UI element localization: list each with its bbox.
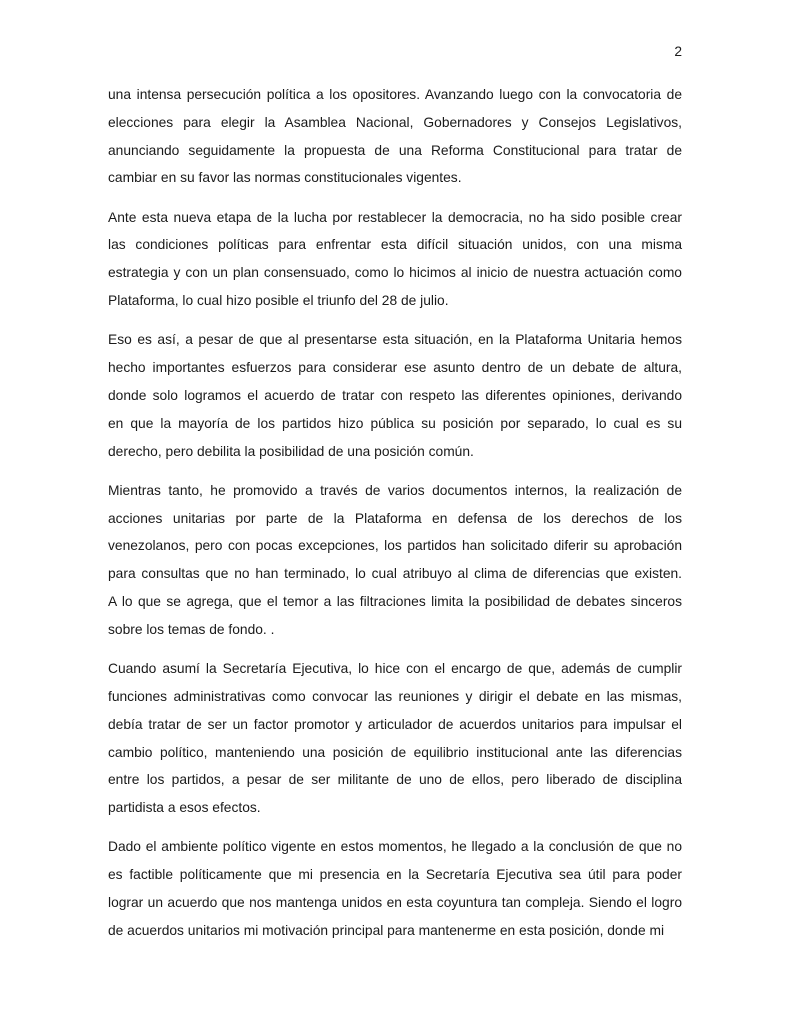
text-line: Mientras tanto, he promovido a través de varios documentos internos, la realización de xyxy=(108,482,682,498)
text-line: derecho, pero debilita la posibilidad de una posición común. xyxy=(108,443,474,459)
text-line: las condiciones políticas para enfrentar esta difícil situación unidos, con una misma xyxy=(108,237,682,253)
paragraph xyxy=(108,204,682,315)
text-line: sobre los temas de fondo. . xyxy=(108,621,275,637)
text-line: Eso es así, a pesar de que al presentarse esta situación, en la Plataforma Unitaria hemos xyxy=(108,332,682,348)
text-line: partidista a esos efectos. xyxy=(108,800,261,816)
text-line: es factible políticamente que mi presencia en la Secretaría Ejecutiva sea útil para poder xyxy=(108,867,682,883)
paragraph xyxy=(108,81,682,192)
text-line: debía tratar de ser un factor promotor y articulador de acuerdos unitarios para impulsar el xyxy=(108,716,682,732)
text-line: donde solo logramos el acuerdo de tratar con respeto las diferentes opiniones, derivando xyxy=(108,387,682,403)
text-line: lograr un acuerdo que nos mantenga unidos en esta coyuntura tan compleja. Siendo el logro xyxy=(108,895,682,911)
text-line: elecciones para elegir la Asamblea Nacional, Gobernadores y Consejos Legislativos, xyxy=(108,114,682,130)
text-line: funciones administrativas como convocar las reuniones y dirigir el debate en las mismas, xyxy=(108,688,682,704)
text-line: Plataforma, lo cual hizo posible el triunfo del 28 de julio. xyxy=(108,293,449,309)
text-line: Ante esta nueva etapa de la lucha por restablecer la democracia, no ha sido posible crear xyxy=(108,209,682,225)
text-line: A lo que se agrega, que el temor a las filtraciones limita la posibilidad de debates sinceros xyxy=(108,594,682,610)
text-line: Cuando asumí la Secretaría Ejecutiva, lo hice con el encargo de que, además de cumplir xyxy=(108,661,682,677)
paragraph xyxy=(108,833,682,944)
paragraph xyxy=(108,326,682,465)
text-line: anunciando seguidamente la propuesta de una Reforma Constitucional para tratar de xyxy=(108,142,682,158)
text-line: de acuerdos unitarios mi motivación principal para mantenerme en esta posición, donde mi xyxy=(108,922,665,938)
document-body xyxy=(108,81,682,956)
text-line: Dado el ambiente político vigente en estos momentos, he llegado a la conclusión de que no xyxy=(108,839,682,855)
text-line: cambio político, manteniendo una posición de equilibrio institucional ante las diferencias xyxy=(108,744,682,760)
text-line: entre los partidos, a pesar de ser militante de uno de ellos, pero liberado de disciplina xyxy=(108,772,682,788)
text-line: para consultas que no han terminado, lo cual atribuyo al clima de diferencias que existen. xyxy=(108,566,682,582)
text-line: cambiar en su favor las normas constitucionales vigentes. xyxy=(108,170,462,186)
paragraph xyxy=(108,477,682,644)
text-line: venezolanos, pero con pocas excepciones, los partidos han solicitado diferir su aprobación xyxy=(108,538,682,554)
text-line: en que la mayoría de los partidos hizo pública su posición por separado, lo cual es su xyxy=(108,415,682,431)
text-line: acciones unitarias por parte de la Plataforma en defensa de los derechos de los xyxy=(108,510,682,526)
page-number: 2 xyxy=(674,44,682,59)
text-line: una intensa persecución política a los opositores. Avanzando luego con la convocatoria de xyxy=(108,87,682,102)
text-line: hecho importantes esfuerzos para considerar ese asunto dentro de un debate de altura, xyxy=(108,360,682,376)
text-line: estrategia y con un plan consensuado, como lo hicimos al inicio de nuestra actuación como xyxy=(108,265,682,281)
paragraph xyxy=(108,655,682,822)
